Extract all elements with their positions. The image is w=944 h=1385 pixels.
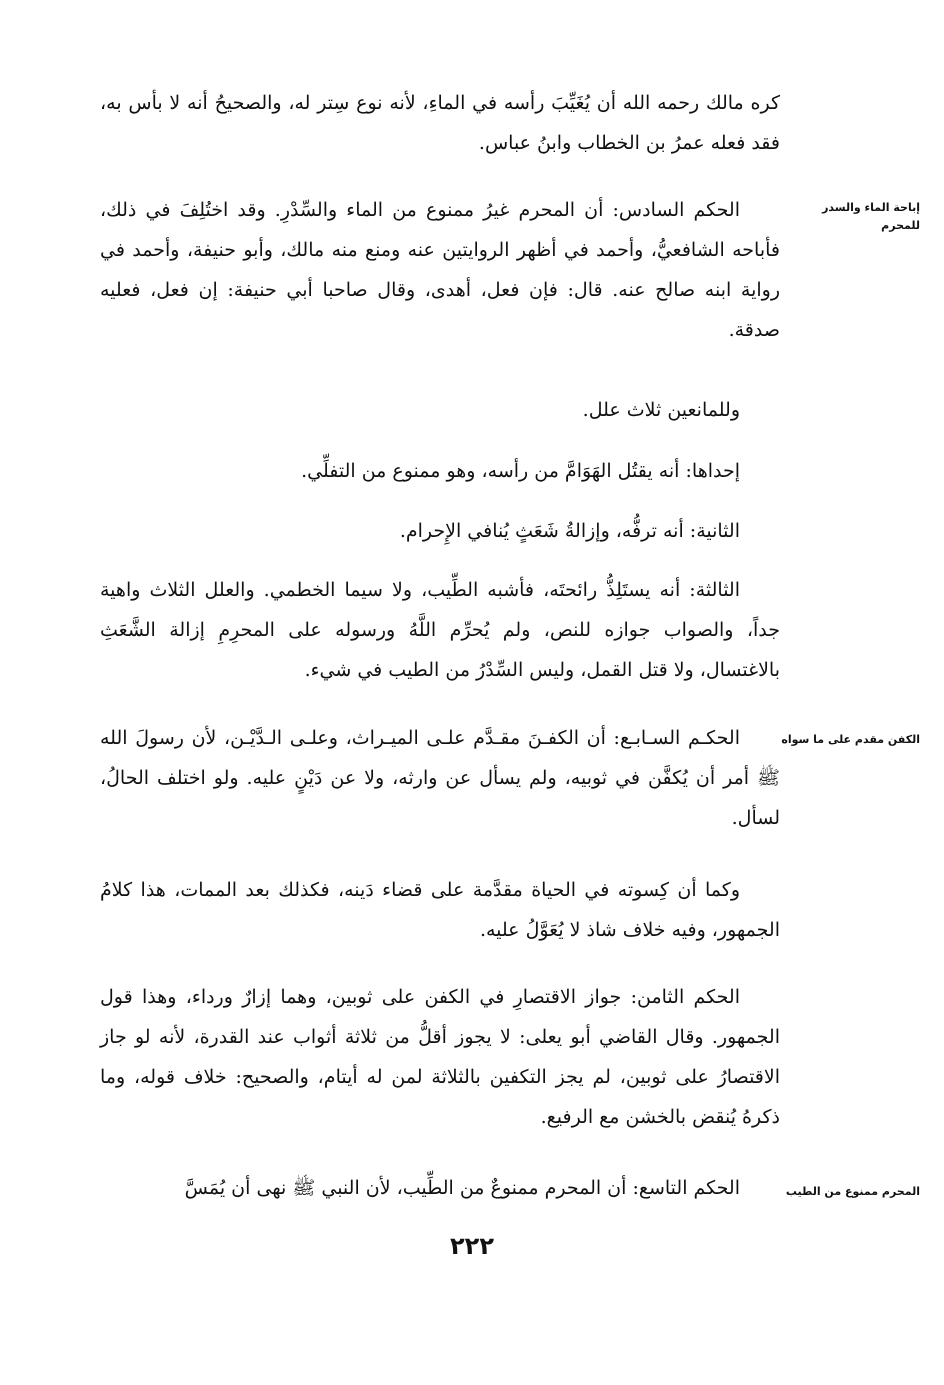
paragraph-first-reason: إحداها: أنه يقتُل الهَوَامَّ من رأسه، وهو ممنوع من التفلِّي.	[301, 460, 740, 482]
paragraph-preventers-reasons: وللمانعين ثلاث علل.	[582, 399, 740, 421]
paragraph-clothing-debt: وكما أن كِسوته في الحياة مقدَّمة على قضاء دَينه، فكذلك بعد الممات، هذا كلامُ الجمهور، وفيه خلاف شاذ لا يُعَوَّلُ عليه.	[100, 879, 780, 941]
paragraph-second-reason: الثانية: أنه ترفُّه، وإزالةُ شَعَثٍ يُنافي الإِحرام.	[399, 520, 740, 542]
paragraph-sixth-ruling: الحكم السادس: أن المحرم غيرُ ممنوع من الماء والسِّدْرِ. وقد اختُلِفَ في ذلك، فأباحه الشافعيُّ، وأحمد في أظهر الروايتين عنه ومنع منه مالك، وأبو حنيفة، وأحمد في رواية ابنه صالح عنه. قال: فإن فعل، أهدى، وقال صاحبا أبي حنيفة: إن فعل، فعليه صدقة.	[100, 199, 780, 341]
margin-note-water-and-lote: إباحة الماء والسدر للمحرم	[822, 201, 920, 232]
margin-note-shroud-precedence: الكفن مقدم على ما سواه	[781, 733, 920, 746]
paragraph-seventh-ruling: الحكـم السـابـع: أن الكفـنَ مقـدَّم علـى الميـراث، وعلـى الـدَّيْـن، لأن رسولَ الله ﷺ أمر أن يُكفَّن في ثوبيه، ولم يسأل عن وارثه، ولا عن دَيْنٍ عليه. ولو اختلف الحالُ، لسأل.	[100, 727, 780, 829]
paragraph-continuation: كره مالك رحمه الله أن يُغَيِّبَ رأسه في الماءِ، لأنه نوع سِتر له، والصحيحُ أنه لا بأس به، فقد فعله عمرُ بن الخطاب وابنُ عباس.	[100, 92, 780, 154]
margin-note-perfume-prohibited: المحرم ممنوع من الطيب	[785, 1185, 920, 1198]
page-number: ٢٢٢	[450, 1232, 494, 1260]
paragraph-eighth-ruling: الحكم الثامن: جواز الاقتصارِ في الكفن على ثوبين، وهما إزارٌ ورداء، وهذا قول الجمهور. وقال القاضي أبو يعلى: لا يجوز أقلُّ من ثلاثة أثواب عند القدرة، لأنه لو جاز الاقتصارُ على ثوبين، لم يجز التكفين بالثلاثة لمن له أيتام، والصحيح: خلاف قوله، وما ذكرهُ يُنقض بالخشن مع الرفيع.	[100, 986, 780, 1128]
paragraph-ninth-ruling: الحكم التاسع: أن المحرم ممنوعٌ من الطِّيب، لأن النبي ﷺ نهى أن يُمَسَّ	[184, 1177, 740, 1199]
paragraph-third-reason: الثالثة: أنه يستَلِذُّ رائحتَه، فأشبه الطِّيب، ولا سيما الخطمي. والعلل الثلاث واهية جداً، والصواب جوازه للنص، ولم يُحرِّم اللَّهُ ورسوله على المحرِمِ إزالة الشَّعَثِ بالاغتسال، ولا قتل القمل، وليس السِّدْرُ من الطيب في شيء.	[100, 579, 780, 681]
